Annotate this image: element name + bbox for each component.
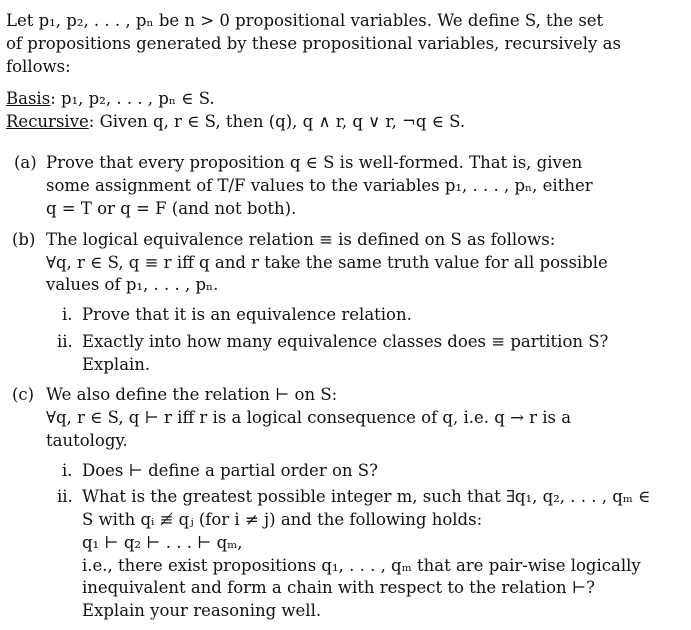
part-a-line-3: q = T or q = F (and not both). bbox=[46, 199, 297, 218]
part-c-ii-line-4: i.e., there exist propositions q₁, . . . , qₘ that are pair-wise logically bbox=[82, 556, 641, 575]
part-b-ii-label: ii. bbox=[57, 332, 73, 351]
part-a-line-2: some assignment of T/F values to the variables p₁, . . . , pₙ, either bbox=[46, 176, 593, 195]
intro-line-3: follows: bbox=[6, 57, 71, 76]
part-c-label: (c) bbox=[12, 385, 35, 404]
part-b-i-line-1: Prove that it is an equivalence relation. bbox=[82, 305, 412, 324]
basis-text: : p₁, p₂, . . . , pₙ ∈ S. bbox=[50, 89, 215, 108]
basis-label: Basis bbox=[6, 89, 51, 108]
part-c-ii-line-6: Explain your reasoning well. bbox=[82, 601, 322, 620]
intro-line-2: of propositions generated by these propositional variables, recursively as bbox=[6, 34, 621, 53]
part-b-ii-line-1: Exactly into how many equivalence classes does ≡ partition S? bbox=[82, 332, 609, 351]
part-c-ii-label: ii. bbox=[57, 487, 73, 506]
part-a-line-1: Prove that every proposition q ∈ S is well-formed. That is, given bbox=[46, 153, 583, 172]
part-c-i-label: i. bbox=[62, 461, 73, 480]
part-c-line-1: We also define the relation ⊢ on S: bbox=[46, 385, 338, 404]
part-b-line-3: values of p₁, . . . , pₙ. bbox=[46, 275, 219, 294]
part-b-line-1: The logical equivalence relation ≡ is defined on S as follows: bbox=[46, 230, 556, 249]
part-b-ii-line-2: Explain. bbox=[82, 355, 151, 374]
part-c-i-line-1: Does ⊢ define a partial order on S? bbox=[82, 461, 378, 480]
part-a-label: (a) bbox=[14, 153, 37, 172]
part-b-line-2: ∀q, r ∈ S, q ≡ r iff q and r take the same truth value for all possible bbox=[46, 253, 608, 272]
basis-line bbox=[6, 88, 215, 110]
part-c-line-2: ∀q, r ∈ S, q ⊢ r iff r is a logical consequence of q, i.e. q → r is a bbox=[46, 408, 572, 427]
part-c-ii-line-5: inequivalent and form a chain with respect to the relation ⊢? bbox=[82, 578, 595, 597]
part-b-i-label: i. bbox=[62, 305, 73, 324]
recursive-line bbox=[6, 111, 465, 133]
part-c-ii-line-3: q₁ ⊢ q₂ ⊢ . . . ⊢ qₘ, bbox=[82, 533, 243, 552]
part-c-ii-line-1: What is the greatest possible integer m, such that ∃q₁, q₂, . . . , qₘ ∈ bbox=[82, 487, 651, 506]
part-b-label: (b) bbox=[12, 230, 36, 249]
intro-line-1: Let p₁, p₂, . . . , pₙ be n > 0 propositional variables. We define S, the set bbox=[6, 11, 604, 30]
part-c-ii-line-2: S with qᵢ ≢ qⱼ (for i ≠ j) and the following holds: bbox=[82, 510, 483, 529]
recursive-text: : Given q, r ∈ S, then (q), q ∧ r, q ∨ r, ¬q ∈ S. bbox=[88, 112, 466, 131]
part-c-line-3: tautology. bbox=[46, 431, 128, 450]
recursive-label: Recursive bbox=[6, 112, 89, 131]
